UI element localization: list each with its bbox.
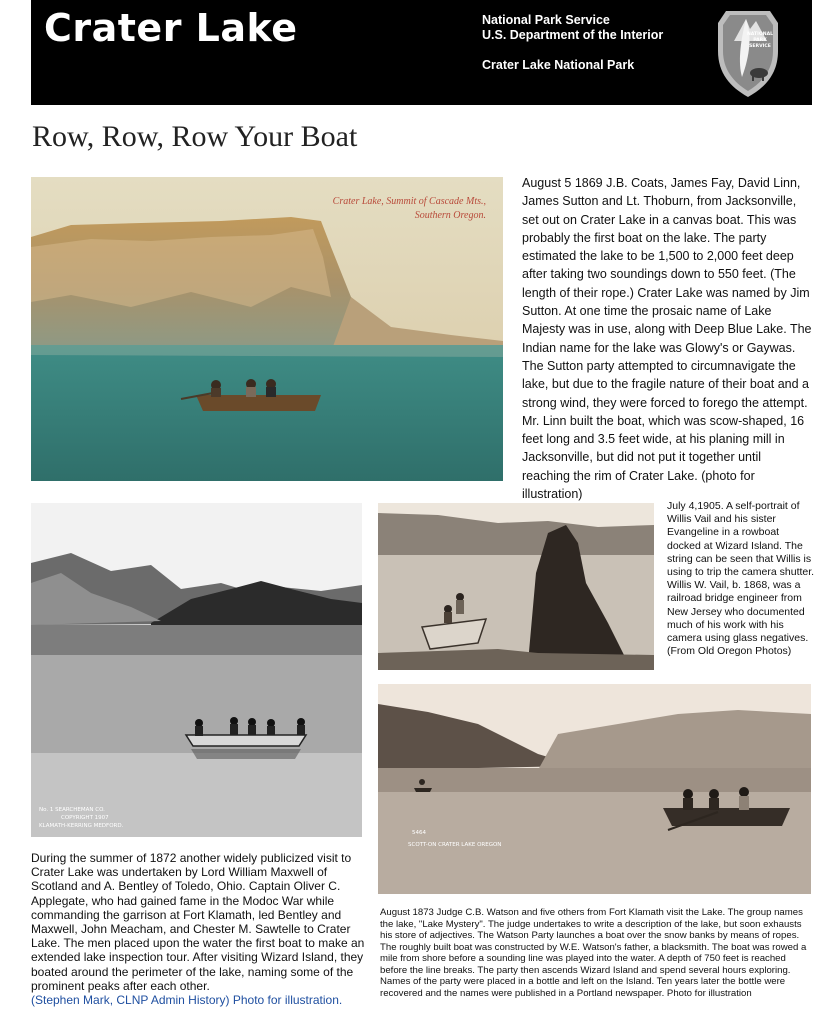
agency-name: National Park Service — [482, 13, 610, 27]
rowboat-mark-3: KLAMATH-KERRING MEDFORD. — [39, 823, 124, 829]
logo-text-1: NATIONAL — [746, 32, 774, 37]
vail-photo — [378, 503, 654, 670]
article-paragraph-1869: August 5 1869 J.B. Coats, James Fay, David Linn, James Sutton and Lt. Thoburn, from Jacksonville, set out on Crater Lake in a canvas boat. This was probably the first boat on the lake. The party estimated the lake to be 1,500 to 2,000 feet deep after taking two soundings down to 550 feet. (The length of their rope.) Crater Lake was named by Jim Sutton. At one time the prosaic name of Lake Majesty was in use, along with Deep Blue Lake. The Indian name for the lake was Glowy's or Gaywas. The Sutton party attempted to circumnavigate the lake, but due to the fragile nature of their boat and a strong wind, they were forced to forego the attempt. Mr. Linn built the boat, which was scow-shaped, 16 feet long and 3.5 feet wide, at his planing mill in Jacksonville, but did not put it together until reaching the rim of Crater Lake. (photo for illustration) — [522, 176, 812, 502]
department-name: U.S. Department of the Interior — [482, 28, 664, 42]
rowboat-photo — [31, 503, 362, 837]
maxwell-paragraph — [31, 851, 368, 1007]
header-banner — [31, 0, 812, 105]
rowboat-mark-1: No. 1 SEARCHEMAN CO. — [39, 807, 105, 813]
watson-photo — [378, 684, 811, 894]
maxwell-credit: (Stephen Mark, CLNP Admin History) Photo for illustration. — [31, 993, 343, 1008]
postcard-caption-line-1: Crater Lake, Summit of Cascade Mts., — [332, 196, 486, 207]
page-title: Row, Row, Row Your Boat — [32, 120, 358, 153]
postcard-caption-line-2: Southern Oregon. — [414, 210, 486, 221]
postcard-photo — [31, 177, 503, 481]
logo-text-2: PARK — [753, 38, 767, 43]
park-title: Crater Lake — [44, 6, 298, 50]
watson-mark-1: 5464 — [412, 830, 426, 836]
watson-mark-2: SCOTT-ON CRATER LAKE OREGON — [408, 842, 502, 848]
vail-caption: July 4,1905. A self-portrait of Willis Vail and his sister Evangeline in a rowboat docked at Wizard Island. The string can be seen that Willis is using to trip the camera shutter. Willis W. Vail, b. 1868, was a railroad bridge engineer from New Jersey who documented much of his work with his camera using glass negatives. (From Old Oregon Photos) — [667, 500, 815, 658]
agency-block — [482, 13, 663, 73]
logo-text-3: SERVICE — [749, 44, 771, 49]
watson-caption: August 1873 Judge C.B. Watson and five others from Fort Klamath visit the Lake. The group names the lake, "Lake Mystery". The judge undertakes to write a description of the lake, but soon exhausts his store of adjectives. The Watson Party launches a boat over the snow banks by means of ropes. The roughly built boat was constructed by W.E. Watson's father, a blacksmith. The boat was rowed a mile from shore before a sounding line was played into the water. A depth of 750 feet is reached before the line breaks. The party then ascends Wizard Island and spend several hours exploring. Names of the party were placed in a bottle and left on the Island. Ten years later the bottle were recovered and the names were published in a Portland newspaper. Photo for illustration — [380, 907, 807, 999]
nps-arrowhead-icon — [712, 7, 784, 99]
maxwell-text: During the summer of 1872 another widely publicized visit to Crater Lake was undertaken by Lord William Maxwell of Scotland and A. Bentley of Toledo, Ohio. Captain Oliver C. Applegate, who had gained fame in the Modoc War while commanding the garrison at Fort Klamath, led Bentley and Maxwell, John Meacham, and Chester M. Sawtelle to Crater Lake. The men placed upon the water the first boat to make an extended lake inspection tour. After visiting Wizard Island, they boated around the perimeter of the lake, naming some of the prominent peaks after each other. — [31, 851, 365, 993]
rowboat-mark-2: COPYRIGHT 1907 — [61, 815, 109, 821]
unit-name: Crater Lake National Park — [482, 58, 635, 72]
